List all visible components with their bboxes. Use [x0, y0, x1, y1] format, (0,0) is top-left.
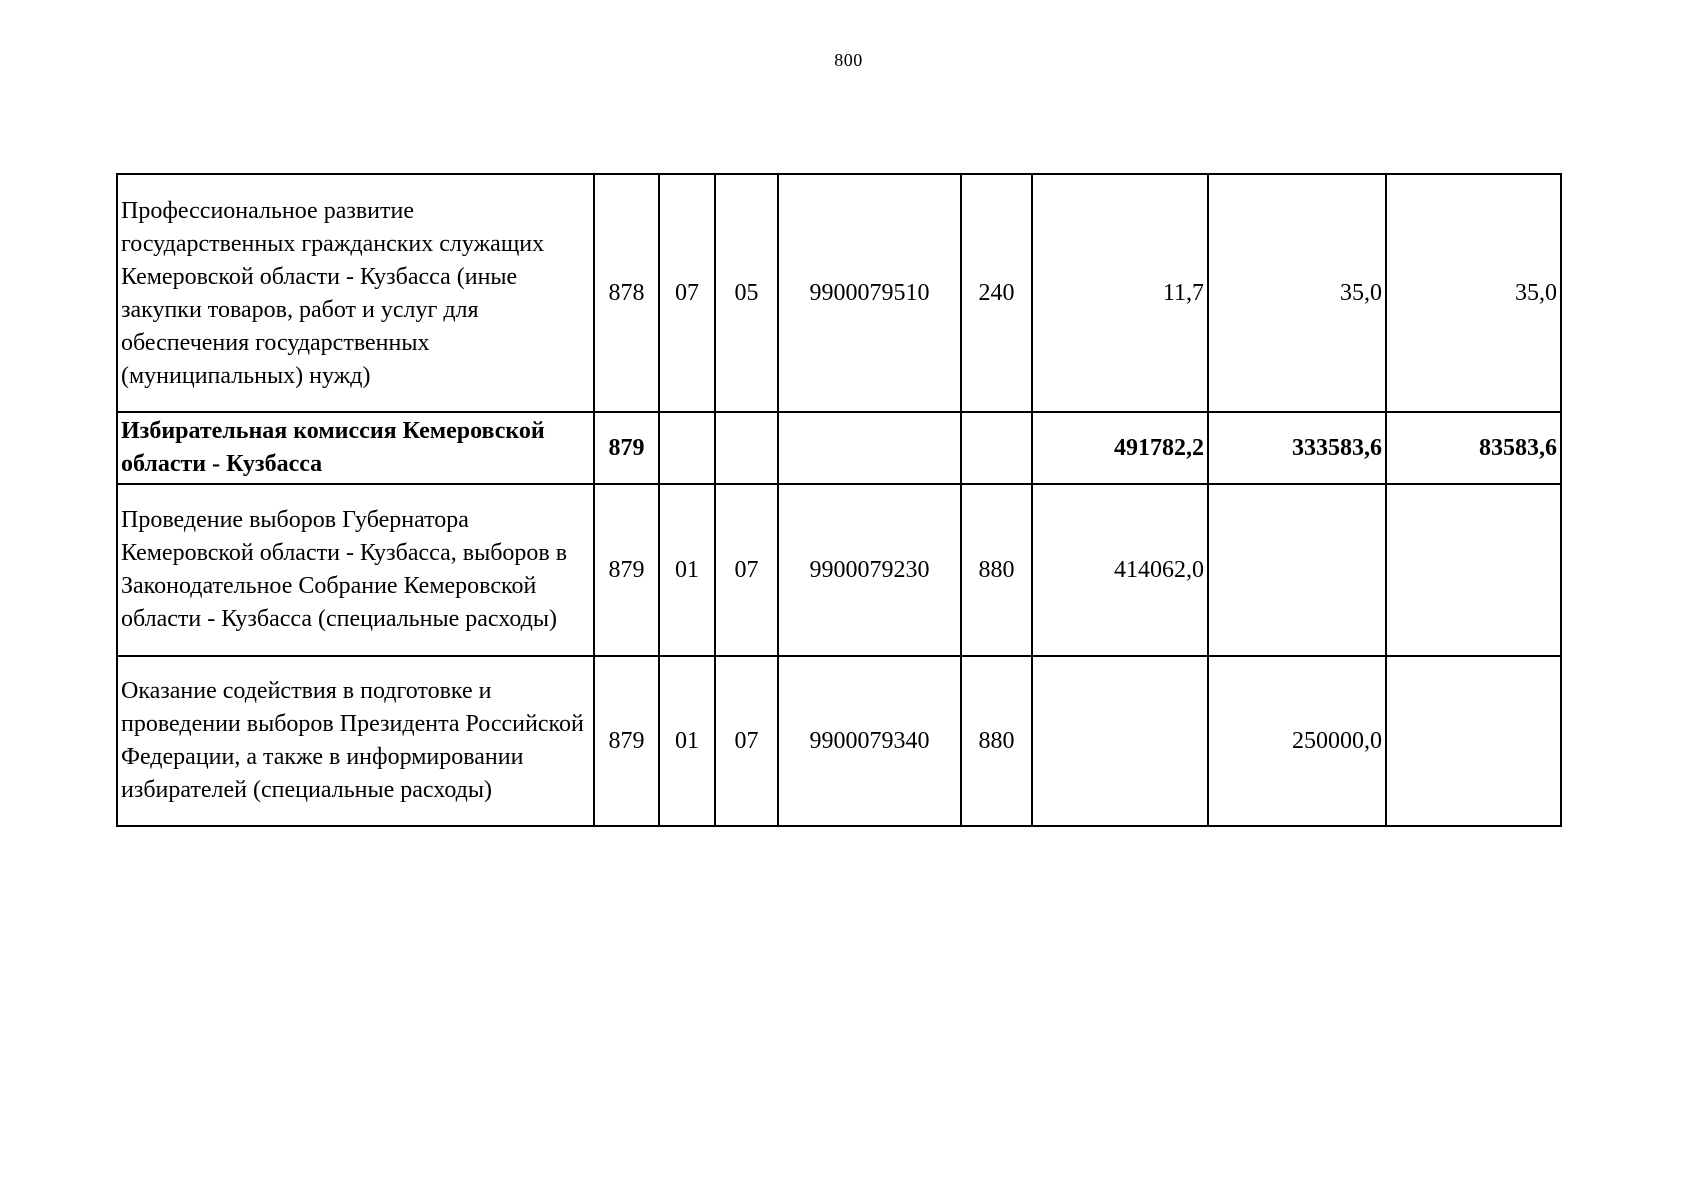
target-article-code: 9900079230 — [778, 484, 961, 656]
table-row — [117, 412, 1561, 484]
sum-year-1: 491782,2 — [1032, 412, 1208, 484]
section-code: 01 — [659, 656, 715, 826]
target-article-code: 9900079340 — [778, 656, 961, 826]
table-row — [117, 656, 1561, 826]
ministry-code: 878 — [594, 174, 659, 412]
sum-year-1 — [1032, 656, 1208, 826]
sum-year-2: 250000,0 — [1208, 656, 1386, 826]
row-name: Избирательная комиссия Кемеровской области - Кузбасса — [117, 412, 594, 484]
sum-year-1: 414062,0 — [1032, 484, 1208, 656]
page-number: 800 — [834, 50, 863, 70]
ministry-code: 879 — [594, 656, 659, 826]
expense-type-code: 880 — [961, 484, 1032, 656]
subsection-code: 07 — [715, 656, 778, 826]
subsection-code: 07 — [715, 484, 778, 656]
row-name: Оказание содействия в подготовке и проведении выборов Президента Российской Федерации, а также в информировании избирателей (специальные расходы) — [117, 656, 594, 826]
sum-year-3 — [1386, 484, 1561, 656]
subsection-code: 05 — [715, 174, 778, 412]
sum-year-2 — [1208, 484, 1386, 656]
row-name: Профессиональное развитие государственных гражданских служащих Кемеровской области - Кузбасса (иные закупки товаров, работ и услуг для обеспечения государственных (муниципальных) нужд) — [117, 174, 594, 412]
expense-type-code — [961, 412, 1032, 484]
sum-year-3: 83583,6 — [1386, 412, 1561, 484]
sum-year-3 — [1386, 656, 1561, 826]
section-code: 07 — [659, 174, 715, 412]
sum-year-1: 11,7 — [1032, 174, 1208, 412]
table-row — [117, 484, 1561, 656]
section-code — [659, 412, 715, 484]
ministry-code: 879 — [594, 412, 659, 484]
budget-table — [116, 173, 1562, 827]
sum-year-2: 333583,6 — [1208, 412, 1386, 484]
target-article-code — [778, 412, 961, 484]
ministry-code: 879 — [594, 484, 659, 656]
row-name: Проведение выборов Губернатора Кемеровской области - Кузбасса, выборов в Законодательное Собрание Кемеровской области - Кузбасса (специальные расходы) — [117, 484, 594, 656]
target-article-code: 9900079510 — [778, 174, 961, 412]
section-code: 01 — [659, 484, 715, 656]
subsection-code — [715, 412, 778, 484]
sum-year-2: 35,0 — [1208, 174, 1386, 412]
table-row — [117, 174, 1561, 412]
expense-type-code: 880 — [961, 656, 1032, 826]
sum-year-3: 35,0 — [1386, 174, 1561, 412]
expense-type-code: 240 — [961, 174, 1032, 412]
